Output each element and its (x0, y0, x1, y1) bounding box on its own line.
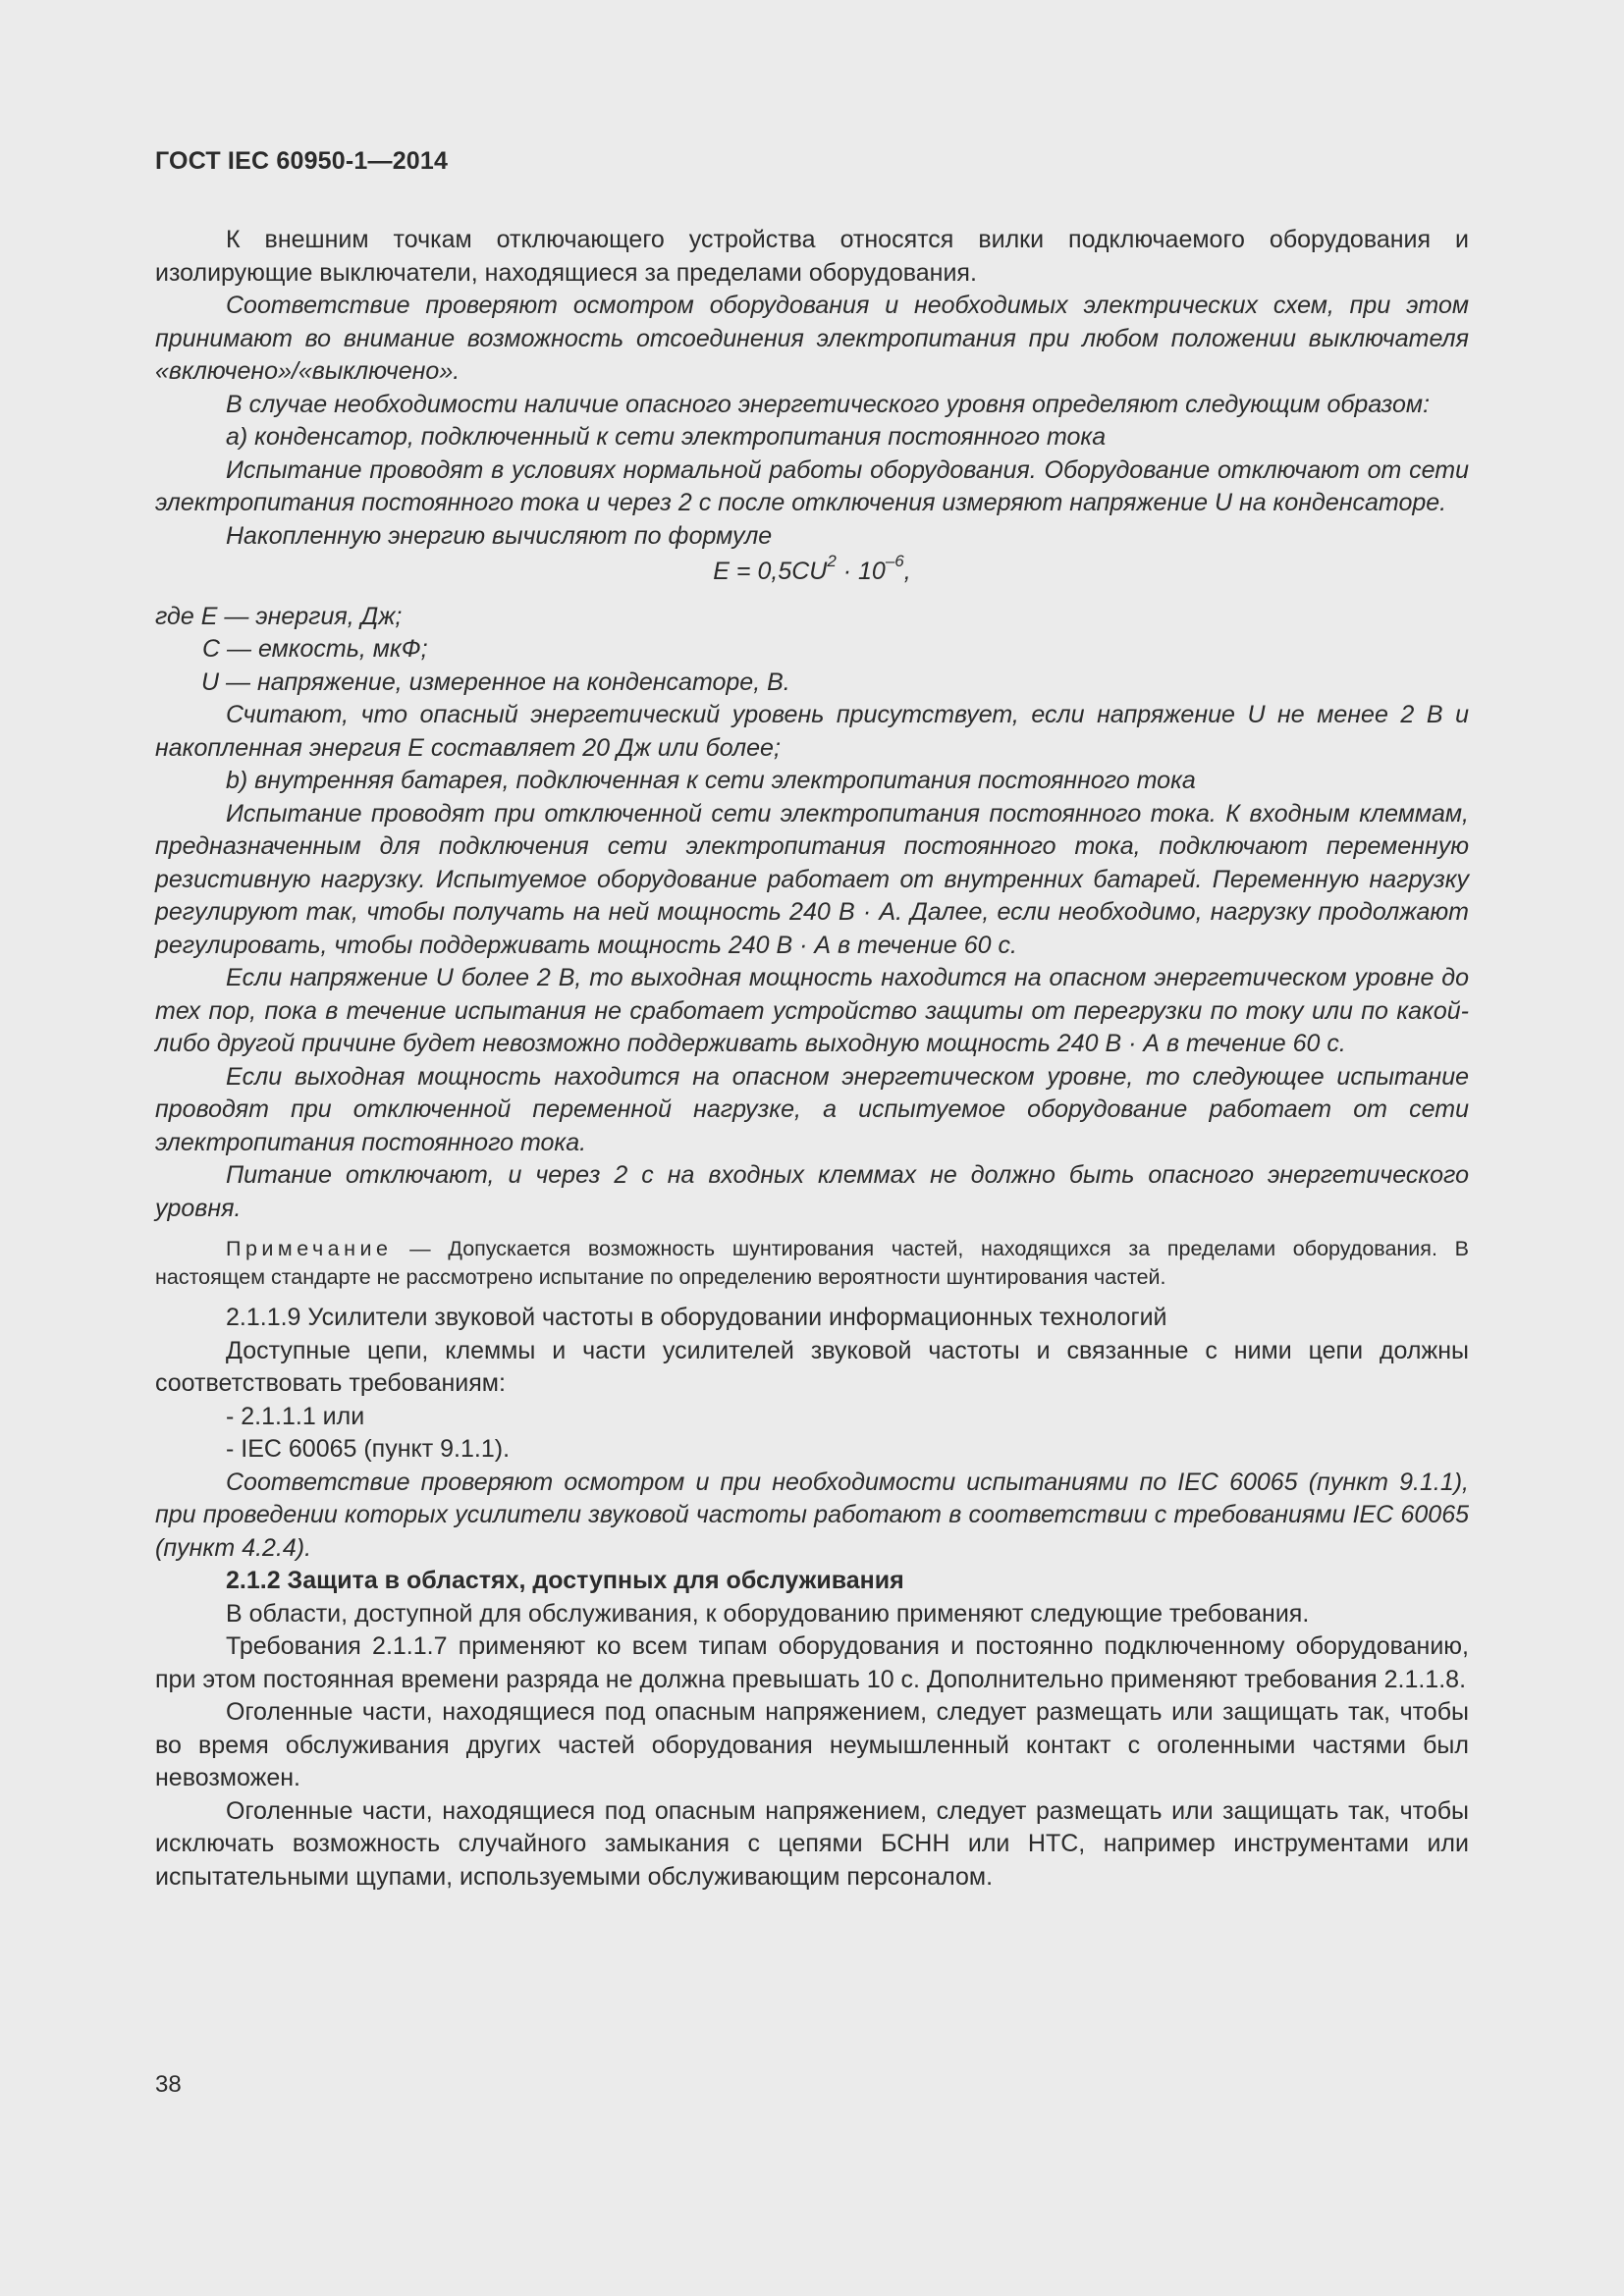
section-title: 2.1.2 Защита в областях, доступных для обслуживания (226, 1567, 904, 1594)
note-text: — Допускается возможность шунтирования частей, находящихся за пределами оборудования. В настоящем стандарте не рассмотрено испытание по определению вероятности шунтирования частей. (155, 1237, 1469, 1289)
paragraph-test: Испытание проводят при отключенной сети электропитания постоянного тока. К входным клеммам, предназначенным для подключения сети электропитания постоянного тока, подключают переменную резистивную нагрузку. Испытуемое оборудование работает от внутренних батарей. Переменную нагрузку регулируют так, чтобы получать на ней мощность 240 В · А. Далее, если необходимо, нагрузку продолжают регулировать, чтобы поддерживать мощность 240 В · А в течение 60 с. (155, 799, 1469, 959)
document-body (155, 224, 1469, 1894)
paragraph: В случае необходимости наличие опасного энергетического уровня определяют следующим образом: (226, 390, 1431, 418)
paragraph: В области, доступной для обслуживания, к оборудованию применяют следующие требования. (226, 1599, 1310, 1628)
paragraph: Считают, что опасный энергетический уровень присутствует, если напряжение U не менее 2 В и накопленная энергия E составляет 20 Дж или более; (155, 701, 1469, 762)
paragraph: Доступные цепи, клеммы и части усилителей звуковой частоты и связанные с ними цепи должны соответствовать требованиям: (155, 1336, 1469, 1397)
paragraph: Питание отключают, и через 2 с на входных клеммах не должно быть опасного энергетического уровня. (155, 1161, 1469, 1222)
formula-lhs: E = 0,5CU (713, 558, 828, 585)
formula-exponent: 2 (827, 551, 837, 570)
list-item-a: а) конденсатор, подключенный к сети электропитания постоянного тока (226, 423, 1107, 451)
definition-c: C — емкость, мкФ; (202, 635, 428, 663)
paragraph-compliance: Соответствие проверяют осмотром и при необходимости испытаниями по IEC 60065 (пункт 9.1.1), при проведении которых усилители звуковой частоты работают в соответствии с требованиями IEC 60065 (пункт 4.2.4). (155, 1468, 1469, 1562)
list-item: - 2.1.1.1 или (226, 1402, 365, 1430)
paragraph: Оголенные части, находящиеся под опасным напряжением, следует размещать или защищать так, чтобы исключать возможность случайного замыкания с цепями БСНН или НТС, например инструментами или испытательными щупами, используемыми обслуживающим персоналом. (155, 1796, 1469, 1891)
list-item: - IEC 60065 (пункт 9.1.1). (226, 1435, 511, 1463)
formula (155, 551, 1469, 589)
formula-tail: , (903, 558, 911, 585)
note-label: Примечание (226, 1237, 393, 1260)
paragraph-compliance: Соответствие проверяют осмотром оборудования и необходимых электрических схем, при этом принимают во внимание возможность отсоединения электропитания при любом положении выключателя «включено»/«выключено». (155, 292, 1469, 385)
paragraph: Накопленную энергию вычисляют по формуле (226, 521, 773, 550)
definition-u: U — напряжение, измеренное на конденсаторе, В. (201, 667, 790, 696)
paragraph: К внешним точкам отключающего устройства относятся вилки подключаемого оборудования и изолирующие выключатели, находящиеся за пределами оборудования. (155, 226, 1469, 287)
paragraph-test: Испытание проводят в условиях нормальной работы оборудования. Оборудование отключают от сети электропитания постоянного тока и через 2 с после отключения измеряют напряжение U на конденсаторе. (155, 455, 1469, 516)
formula-exponent: –6 (885, 551, 904, 570)
list-item-b: b) внутренняя батарея, подключенная к сети электропитания постоянного тока (226, 767, 1196, 794)
formula-mid: · 10 (836, 558, 886, 585)
paragraph: Требования 2.1.1.7 применяют ко всем типам оборудования и постоянно подключенному оборудованию, при этом постоянная времени разряда не должна превышать 10 с. Дополнительно применяют требования 2.1.1.8. (155, 1632, 1469, 1693)
running-header: ГОСТ IEC 60950-1—2014 (155, 147, 449, 175)
subsection-title: 2.1.1.9 Усилители звуковой частоты в оборудовании информационных технологий (226, 1304, 1167, 1331)
paragraph: Оголенные части, находящиеся под опасным напряжением, следует размещать или защищать так, чтобы во время обслуживания других частей оборудования неумышленный контакт с оголенными частями был невозможен. (155, 1698, 1469, 1791)
paragraph: Если выходная мощность находится на опасном энергетическом уровне, то следующее испытание проводят при отключенной переменной нагрузке, а испытуемое оборудование работает от сети электропитания постоянного тока. (155, 1062, 1469, 1156)
definition-e: где E — энергия, Дж; (155, 602, 403, 630)
paragraph: Если напряжение U более 2 В, то выходная мощность находится на опасном энергетическом уровне до тех пор, пока в течение испытания не сработает устройство защиты от перегрузки по току или по какой-либо другой причине будет невозможно поддерживать выходную мощность 240 В · А в течение 60 с. (155, 964, 1469, 1057)
page-number: 38 (155, 2071, 182, 2098)
note (155, 1235, 1469, 1292)
